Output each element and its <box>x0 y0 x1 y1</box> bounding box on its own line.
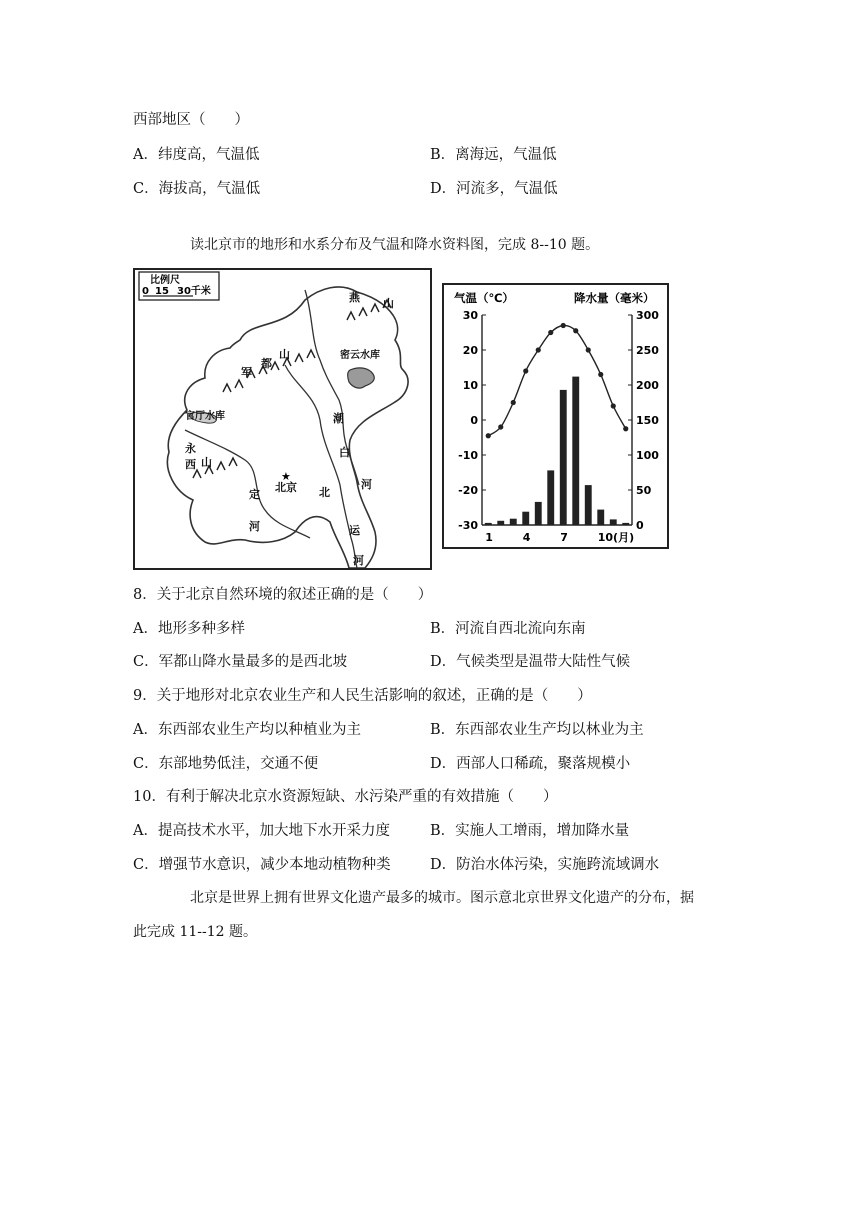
label-yun: 运 <box>349 524 360 537</box>
precip-bar <box>585 485 592 525</box>
label-guanting: 官厅水库 <box>185 411 225 422</box>
question-continuation: 西部地区（ ） <box>133 112 249 128</box>
temperature-point <box>598 372 603 377</box>
temp-tick-label: 30 <box>462 309 478 322</box>
precip-bar <box>485 523 492 525</box>
temperature-point <box>486 433 491 438</box>
option-a: A．纬度高，气温低 <box>133 147 260 163</box>
mountain-symbols <box>193 300 391 478</box>
temperature-point <box>511 400 516 405</box>
beijing-terrain-map <box>133 268 432 570</box>
precip-tick-label: 150 <box>636 414 659 427</box>
temperature-point <box>498 424 503 429</box>
miyun-reservoir <box>348 368 375 388</box>
bei-canal <box>285 365 357 568</box>
map-svg <box>135 270 430 568</box>
precip-bar <box>547 470 554 525</box>
precip-bar <box>572 377 579 525</box>
option-b: B．离海远，气温低 <box>430 147 557 163</box>
label-chaobai-he: 河 <box>361 478 372 491</box>
temperature-point <box>548 330 553 335</box>
q9-option-b: B．东西部农业生产均以林业为主 <box>430 722 644 738</box>
q9-stem: 9．关于地形对北京农业生产和人民生活影响的叙述，正确的是（ ） <box>133 688 592 704</box>
q8-option-d: D．气候类型是温带大陆性气候 <box>430 654 631 670</box>
label-bai: 白 <box>339 446 350 459</box>
label-ding-he: 河 <box>249 520 260 533</box>
label-beijing: 北京 <box>275 481 297 494</box>
month-tick-label: 7 <box>560 531 568 544</box>
scale-bar <box>139 272 219 300</box>
precip-bar <box>622 523 629 525</box>
label-jun-shan: 山 <box>279 348 290 361</box>
q8-stem: 8．关于北京自然环境的叙述正确的是（ ） <box>133 587 433 603</box>
q10-option-d: D．防治水体污染，实施跨流域调水 <box>430 857 660 873</box>
precip-tick-label: 300 <box>636 309 659 322</box>
label-xi-shan: 山 <box>201 456 212 469</box>
precip-bar <box>510 519 517 525</box>
precip-bar <box>535 502 542 525</box>
temp-tick-label: 20 <box>462 344 478 357</box>
intro-8-10: 读北京市的地形和水系分布及气温和降水资料图，完成 8--10 题。 <box>190 237 600 253</box>
temperature-point <box>623 426 628 431</box>
q9-option-d: D．西部人口稀疏，聚落规模小 <box>430 756 631 772</box>
label-xi: 西 <box>185 458 196 471</box>
temperature-line <box>488 325 626 435</box>
q9-option-c: C．东部地势低洼，交通不便 <box>133 756 319 772</box>
scale-tick-15: 15 <box>155 286 169 297</box>
label-ding: 定 <box>249 488 260 501</box>
precip-tick-label: 200 <box>636 379 659 392</box>
temp-tick-label: -20 <box>458 484 478 497</box>
q8-option-b: B．河流自西北流向东南 <box>430 621 586 637</box>
climate-chart-svg <box>444 285 667 547</box>
label-yan: 燕 <box>349 291 360 304</box>
label-jun: 军 <box>241 366 252 379</box>
temp-tick-label: 10 <box>462 379 478 392</box>
precip-tick-label: 100 <box>636 449 659 462</box>
option-d: D．河流多，气温低 <box>430 181 558 197</box>
temp-axis-title: 气温（℃） <box>454 291 514 305</box>
precip-tick-label: 250 <box>636 344 659 357</box>
temperature-point <box>561 323 566 328</box>
label-yun-he: 河 <box>353 554 364 567</box>
q8-option-a: A．地形多种多样 <box>133 621 245 637</box>
temp-tick-label: -30 <box>458 519 478 532</box>
precip-axis-title: 降水量（毫米） <box>574 291 655 305</box>
option-c: C．海拔高，气温低 <box>133 181 261 197</box>
label-yan-shan: 山 <box>383 297 394 310</box>
temperature-point <box>523 368 528 373</box>
intro-11-12-line1: 北京是世界上拥有世界文化遗产最多的城市。图示意北京世界文化遗产的分布，据 <box>190 890 694 906</box>
q8-option-c: C．军都山降水量最多的是西北坡 <box>133 654 348 670</box>
scale-tick-30: 30千米 <box>177 286 211 297</box>
temperature-point <box>611 403 616 408</box>
precip-tick-label: 0 <box>636 519 644 532</box>
label-miyun: 密云水库 <box>340 350 380 361</box>
precip-bar <box>597 510 604 525</box>
q10-option-c: C．增强节水意识，减少本地动植物种类 <box>133 857 391 873</box>
q10-option-b: B．实施人工增雨，增加降水量 <box>430 823 630 839</box>
precip-tick-label: 50 <box>636 484 652 497</box>
label-du: 都 <box>261 357 272 370</box>
q9-option-a: A．东西部农业生产均以种植业为主 <box>133 722 361 738</box>
label-chao: 潮 <box>333 412 344 425</box>
beijing-star-icon: ★ <box>281 470 291 483</box>
label-bei: 北 <box>319 486 330 499</box>
precip-bar <box>610 519 617 525</box>
temperature-point <box>586 347 591 352</box>
q10-option-a: A．提高技术水平，加大地下水开采力度 <box>133 823 390 839</box>
temp-tick-label: -10 <box>458 449 478 462</box>
scale-title: 比例尺 <box>150 275 180 286</box>
month-tick-label: 4 <box>522 531 531 544</box>
month-tick-label: 1 <box>485 531 493 544</box>
temp-tick-label: 0 <box>470 414 478 427</box>
temperature-point <box>573 328 578 333</box>
climate-chart <box>442 283 669 549</box>
precip-bar <box>497 521 504 525</box>
month-tick-label: 10(月) <box>597 531 635 544</box>
precip-bar <box>560 390 567 525</box>
label-yong: 永 <box>185 442 196 455</box>
beijing-boundary <box>167 287 408 568</box>
precip-bar <box>522 512 529 525</box>
scale-tick-0: 0 <box>142 286 149 297</box>
temperature-point <box>536 347 541 352</box>
q10-stem: 10．有利于解决北京水资源短缺、水污染严重的有效措施（ ） <box>133 789 558 805</box>
intro-11-12-line2: 此完成 11--12 题。 <box>133 924 257 940</box>
